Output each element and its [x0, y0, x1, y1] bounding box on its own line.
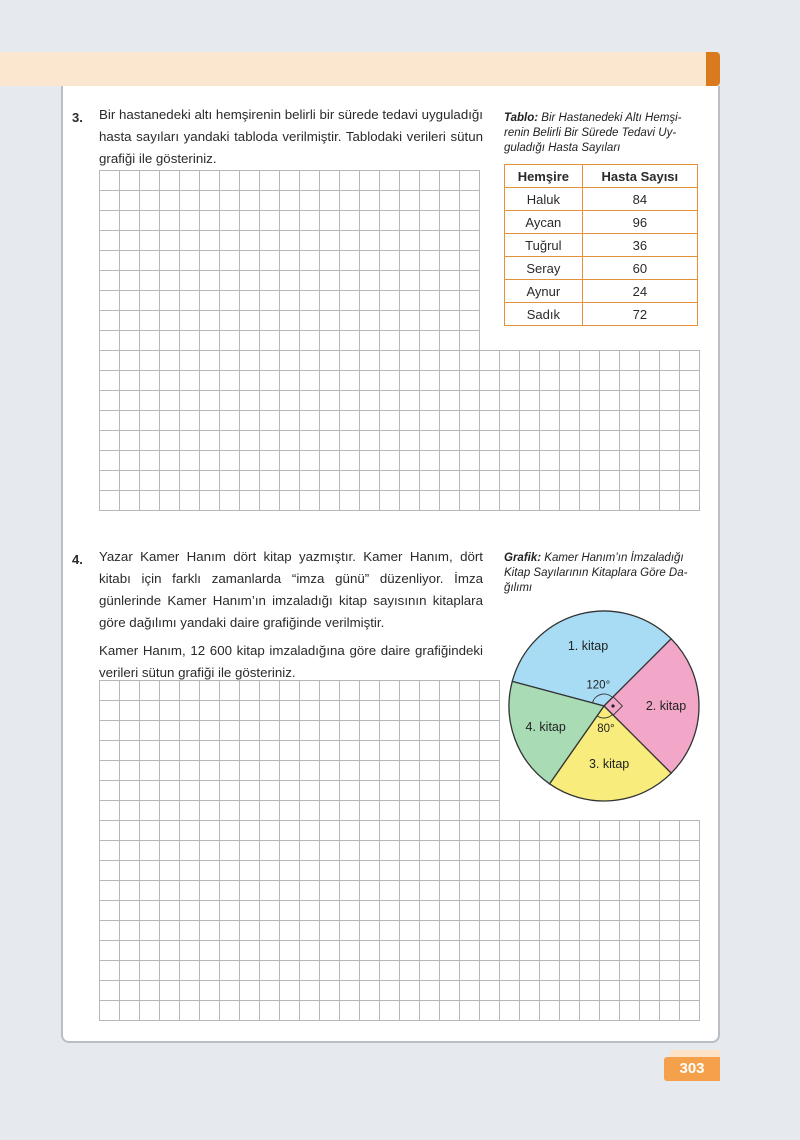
pie-slice-label: 2. kitap — [645, 699, 687, 713]
page-header-band — [0, 52, 714, 86]
table-cell-name: Sadık — [505, 303, 583, 326]
pie-slice-label: 4. kitap — [525, 720, 566, 735]
table-cell-name: Haluk — [505, 188, 583, 211]
pie-chart — [504, 606, 704, 806]
table-cell-name: Tuğrul — [505, 234, 583, 257]
question-4-text — [99, 546, 483, 684]
right-angle-dot — [611, 704, 614, 707]
table-cell-count: 60 — [582, 257, 697, 280]
table-row — [505, 303, 698, 326]
answer-grid-q3-upper[interactable] — [99, 170, 480, 351]
question-3-number: 3. — [72, 110, 83, 125]
table-cell-count: 72 — [582, 303, 697, 326]
answer-grid-q3-lower[interactable] — [99, 350, 700, 511]
question-4-paragraph-1: Yazar Kamer Hanım dört kitap yazmıştır. Kamer Hanım, dört kitabı için farklı zamanlarda “imza günü” düzenliyor. İmza günlerinde Kamer Hanım’ın imzaladığı kitap sayısının kitaplara göre dağılımı yandaki daire grafiğinde verilmiştir. — [99, 549, 483, 630]
table-cell-count: 96 — [582, 211, 697, 234]
table-row — [505, 257, 698, 280]
table-row — [505, 234, 698, 257]
question-3-paragraph: Bir hastanedeki altı hemşirenin belirli bir sürede tedavi uyguladığı hasta sayıları yandaki tabloda verilmiştir. Tablodaki verileri sütun grafiği ile gösteriniz. — [99, 107, 483, 166]
table-row — [505, 211, 698, 234]
table-header-row — [505, 165, 698, 188]
answer-grid-q4-lower[interactable] — [99, 820, 700, 1021]
pie-angle-label: 120° — [586, 679, 611, 692]
table-caption-label: Tablo: — [504, 112, 539, 124]
pie-slice-label: 3. kitap — [588, 756, 630, 771]
question-3-text — [99, 104, 483, 170]
page-header-tab — [706, 52, 720, 86]
chart-caption-text: Kamer Hanım’ın İmzaladığı Kitap Sayılarının Kitaplara Göre Dağılımı — [504, 552, 688, 594]
table-cell-name: Seray — [505, 257, 583, 280]
table-cell-count: 24 — [582, 280, 697, 303]
nurse-patient-table — [504, 164, 698, 326]
pie-angle-label: 80° — [597, 722, 615, 735]
table-caption-text: Bir Hastanedeki Altı Hemşirenin Belirli Bir Sürede Tedavi Uyguladığı Hasta Sayıları — [504, 112, 682, 154]
table-header-cell: Hasta Sayısı — [582, 165, 697, 188]
chart-caption-label: Grafik: — [504, 552, 542, 564]
answer-grid-q4-upper[interactable] — [99, 680, 500, 821]
table-caption — [504, 111, 700, 156]
page-number: 303 — [664, 1057, 720, 1081]
table-row — [505, 280, 698, 303]
question-4-number: 4. — [72, 552, 83, 567]
table-cell-name: Aynur — [505, 280, 583, 303]
question-4-paragraph-2: Kamer Hanım, 12 600 kitap imzaladığına göre daire grafiğindeki verileri sütun grafiği ile gösteriniz. — [99, 643, 483, 680]
table-cell-count: 36 — [582, 234, 697, 257]
pie-slice-label: 1. kitap — [567, 639, 609, 654]
table-row — [505, 188, 698, 211]
table-cell-count: 84 — [582, 188, 697, 211]
chart-caption — [504, 551, 702, 596]
table-header-cell: Hemşire — [505, 165, 583, 188]
table-cell-name: Aycan — [505, 211, 583, 234]
